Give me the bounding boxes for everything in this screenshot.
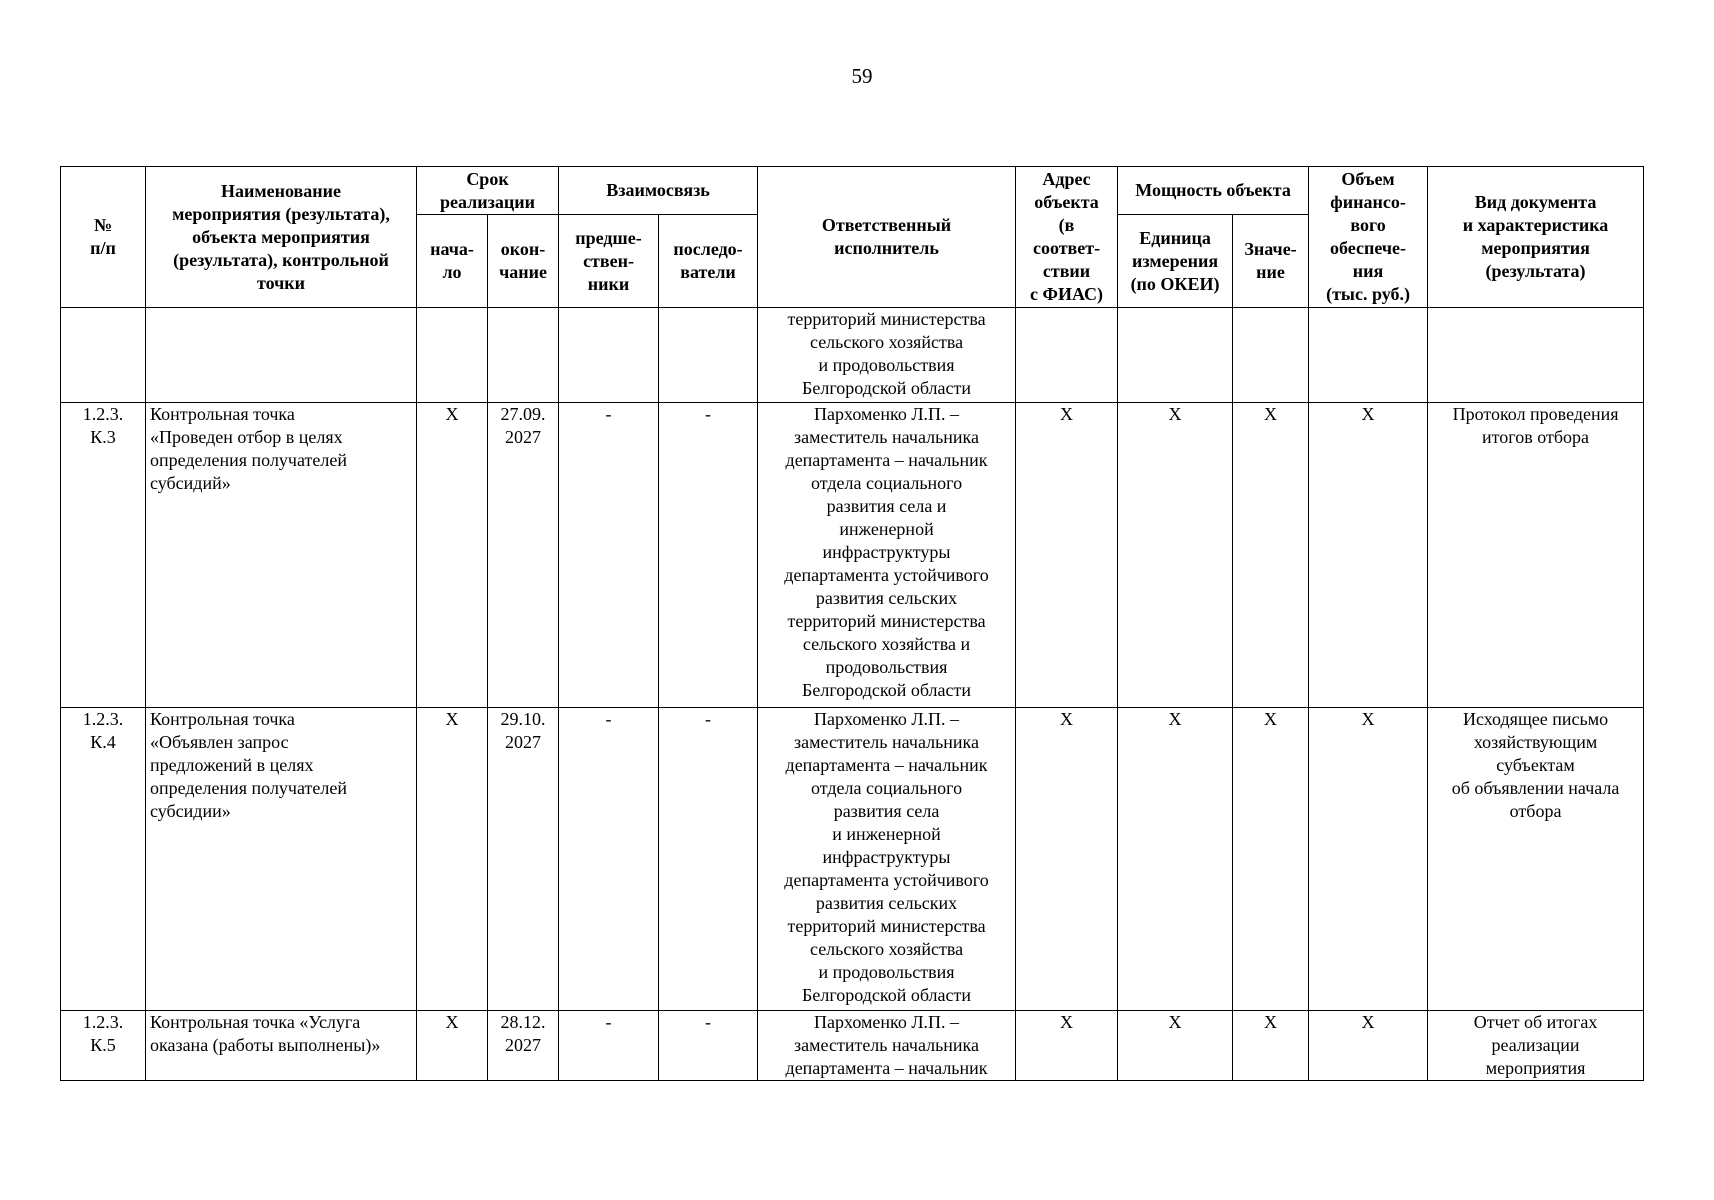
cell-address: Х	[1016, 1011, 1118, 1081]
cell-start: Х	[417, 1011, 488, 1081]
cell-name: Контрольная точка «Объявлен запрос предложений в целях определения получателей субсидии»	[146, 708, 417, 1011]
cell-financing: Х	[1309, 1011, 1428, 1081]
header-term-end: окон- чание	[488, 215, 559, 308]
cell-responsible: Пархоменко Л.П. – заместитель начальника департамента – начальник отдела социального развития села и инженерной инфраструктуры департамента устойчивого развития сельских территорий министерства сельского хозяйства и продовольствия Белгородской области	[758, 708, 1016, 1011]
header-capacity-value: Значе- ние	[1233, 215, 1309, 308]
cell-next: -	[659, 403, 758, 708]
cell-responsible: Пархоменко Л.П. – заместитель начальника департамента – начальник отдела социального развития села и инженерной инфраструктуры департамента устойчивого развития сельских территорий министерства сельского хозяйства и продовольствия Белгородской области	[758, 403, 1016, 708]
table-row	[61, 308, 1644, 403]
cell-num	[61, 308, 146, 403]
cell-unit: Х	[1118, 1011, 1233, 1081]
cell-responsible: Пархоменко Л.П. – заместитель начальника департамента – начальник	[758, 1011, 1016, 1081]
cell-start	[417, 308, 488, 403]
cell-prev: -	[559, 1011, 659, 1081]
cell-address: Х	[1016, 403, 1118, 708]
table-row	[61, 403, 1644, 708]
cell-value: Х	[1233, 1011, 1309, 1081]
cell-name: Контрольная точка «Услуга оказана (работы выполнены)»	[146, 1011, 417, 1081]
cell-doc	[1428, 308, 1644, 403]
header-num: № п/п	[61, 167, 146, 308]
cell-start: Х	[417, 708, 488, 1011]
header-doc-type: Вид документа и характеристика мероприятия (результата)	[1428, 167, 1644, 308]
header-capacity: Мощность объекта	[1118, 167, 1309, 215]
header-responsible: Ответственный исполнитель	[758, 167, 1016, 308]
cell-value	[1233, 308, 1309, 403]
cell-num: 1.2.3. К.4	[61, 708, 146, 1011]
cell-responsible: территорий министерства сельского хозяйства и продовольствия Белгородской области	[758, 308, 1016, 403]
header-financing: Объем финансо- вого обеспече- ния (тыс. руб.)	[1309, 167, 1428, 308]
cell-doc: Исходящее письмо хозяйствующим субъектам об объявлении начала отбора	[1428, 708, 1644, 1011]
plan-table	[60, 166, 1644, 1081]
table-row	[61, 708, 1644, 1011]
cell-start: Х	[417, 403, 488, 708]
cell-end: 27.09. 2027	[488, 403, 559, 708]
cell-prev: -	[559, 403, 659, 708]
header-address: Адрес объекта (в соответ- ствии с ФИАС)	[1016, 167, 1118, 308]
header-relation-prev: предше- ствен- ники	[559, 215, 659, 308]
header-row-top	[61, 167, 1644, 215]
cell-num: 1.2.3. К.5	[61, 1011, 146, 1081]
cell-doc: Отчет об итогах реализации мероприятия	[1428, 1011, 1644, 1081]
cell-address: Х	[1016, 708, 1118, 1011]
header-relation: Взаимосвязь	[559, 167, 758, 215]
cell-unit: Х	[1118, 708, 1233, 1011]
cell-num: 1.2.3. К.3	[61, 403, 146, 708]
cell-doc: Протокол проведения итогов отбора	[1428, 403, 1644, 708]
cell-name: Контрольная точка «Проведен отбор в целях определения получателей субсидий»	[146, 403, 417, 708]
cell-name	[146, 308, 417, 403]
cell-unit: Х	[1118, 403, 1233, 708]
cell-financing	[1309, 308, 1428, 403]
cell-end: 28.12. 2027	[488, 1011, 559, 1081]
cell-next	[659, 308, 758, 403]
cell-prev: -	[559, 708, 659, 1011]
cell-end	[488, 308, 559, 403]
cell-value: Х	[1233, 708, 1309, 1011]
cell-unit	[1118, 308, 1233, 403]
header-term: Срок реализации	[417, 167, 559, 215]
cell-financing: Х	[1309, 403, 1428, 708]
cell-next: -	[659, 1011, 758, 1081]
cell-financing: Х	[1309, 708, 1428, 1011]
cell-next: -	[659, 708, 758, 1011]
page-number: 59	[851, 64, 873, 88]
cell-address	[1016, 308, 1118, 403]
header-name: Наименование мероприятия (результата), объекта мероприятия (результата), контрольной точки	[146, 167, 417, 308]
header-term-start: нача- ло	[417, 215, 488, 308]
table-row	[61, 1011, 1644, 1081]
header-relation-next: последо- ватели	[659, 215, 758, 308]
cell-value: Х	[1233, 403, 1309, 708]
cell-end: 29.10. 2027	[488, 708, 559, 1011]
header-capacity-unit: Единица измерения (по ОКЕИ)	[1118, 215, 1233, 308]
cell-prev	[559, 308, 659, 403]
